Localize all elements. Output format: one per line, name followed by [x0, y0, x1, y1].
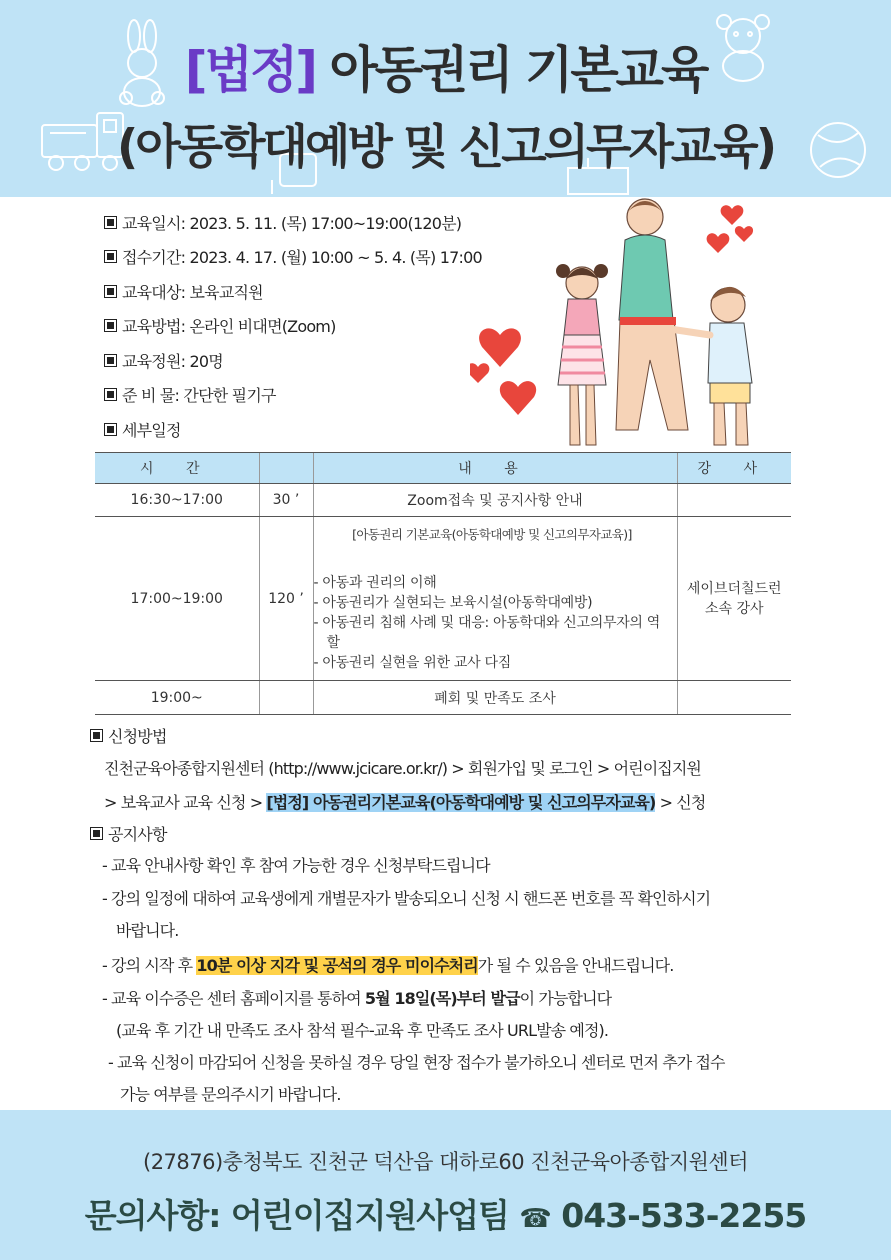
apply-path-suffix: > 신청: [655, 793, 706, 812]
contact-label: 문의사항: 어린이집지원사업팀: [84, 1196, 509, 1235]
table-row: [95, 484, 791, 517]
header-time: 시 간: [95, 453, 259, 484]
info-text: 준 비 물: 간단한 필기구: [122, 386, 276, 406]
phone-icon: ☎: [519, 1204, 551, 1234]
notice-item-4: [102, 986, 611, 1009]
table-header-row: [95, 453, 791, 484]
cell-content: [313, 517, 677, 681]
apply-heading-text: 신청방법: [108, 727, 167, 746]
bullet-square-icon: [104, 354, 117, 367]
family-illustration: [470, 195, 790, 459]
bullet-square-icon: [104, 319, 117, 332]
footer-banner: [0, 1110, 891, 1260]
cell-duration: [259, 681, 313, 715]
bullet-square-icon: [104, 423, 117, 436]
title-main: 아동권리 기본교육: [315, 41, 707, 99]
cell-lecturer: [677, 484, 791, 517]
header-content: 내 용: [313, 453, 677, 484]
apply-heading: [90, 724, 167, 747]
cell-time: 16:30~17:00: [95, 484, 259, 517]
notice-text: - 강의 시작 후: [102, 956, 197, 975]
page-title-line1: [0, 30, 891, 102]
notice-text: 이 가능합니다: [519, 989, 612, 1008]
info-text: 교육일시: 2023. 5. 11. (목) 17:00~19:00(120분): [122, 213, 462, 233]
table-row: [95, 517, 791, 681]
table-row: [95, 681, 791, 715]
bullet-square-icon: [90, 729, 103, 742]
apply-path-prefix: > 보육교사 교육 신청 >: [104, 793, 267, 812]
info-item-schedule: [104, 412, 482, 447]
cell-lecturer: [677, 517, 791, 681]
heart-icon: [707, 233, 730, 253]
cell-time: 17:00~19:00: [95, 517, 259, 681]
title-prefix: [법정]: [184, 41, 316, 99]
schedule-table: [95, 452, 791, 715]
apply-line-1: 진천군육아종합지원센터 (http://www.jcicare.or.kr/) > 회원가입 및 로그인 > 어린이집지원: [104, 759, 701, 778]
cell-content: 폐회 및 만족도 조사: [313, 681, 677, 715]
notice-item-2-cont: 바랍니다.: [116, 921, 179, 940]
bullet-square-icon: [104, 285, 117, 298]
heart-icon: [500, 381, 536, 415]
bullet-square-icon: [104, 388, 117, 401]
info-item-date: [104, 205, 482, 240]
content-item: - 아동권리 실현을 위한 교사 다짐: [313, 654, 511, 671]
cell-time: 19:00~: [95, 681, 259, 715]
notice-bold: 5월 18일(목)부터 발급: [364, 989, 520, 1008]
center-address: (27876)충청북도 진천군 덕산읍 대하로60 진천군육아종합지원센터: [143, 1150, 748, 1174]
notice-item-5: - 교육 신청이 마감되어 신청을 못하실 경우 당일 현장 접수가 불가하오니 센터로 먼저 추가 접수: [108, 1053, 725, 1072]
info-text: 교육정원: 20명: [122, 351, 223, 371]
bullet-square-icon: [104, 250, 117, 263]
notice-item-5-cont: 가능 여부를 문의주시기 바랍니다.: [120, 1085, 341, 1104]
notice-item-4-cont: (교육 후 기간 내 만족도 조사 참석 필수-교육 후 만족도 조사 URL발송 예정).: [116, 1021, 609, 1040]
apply-course-link[interactable]: [법정] 아동권리기본교육(아동학대예방 및 신고의무자교육): [266, 793, 656, 812]
content-title: [아동권리 기본교육(아동학대예방 및 신고의무자교육)]: [352, 526, 632, 542]
info-item-method: [104, 309, 482, 344]
notice-heading-text: 공지사항: [108, 825, 167, 844]
content-item: - 아동과 권리의 이해: [313, 574, 437, 591]
contact-line: [0, 1190, 891, 1237]
bullet-square-icon: [104, 216, 117, 229]
header-lecturer: 강 사: [677, 453, 791, 484]
lecturer-role: 소속 강사: [704, 600, 764, 617]
info-text: 교육방법: 온라인 비대면(Zoom): [122, 317, 336, 337]
info-text: 접수기간: 2023. 4. 17. (월) 10:00 ~ 5. 4. (목) 17:00: [122, 248, 482, 268]
notice-item-3: [102, 953, 673, 976]
cell-duration: 30 ’: [259, 484, 313, 517]
notice-text: 가 될 수 있음을 안내드립니다.: [477, 956, 674, 975]
cell-lecturer: [677, 681, 791, 715]
info-list: [104, 205, 482, 447]
lecturer-org: 세이브더칠드런: [686, 580, 782, 597]
content-item: - 아동권리가 실현되는 보육시설(아동학대예방): [313, 594, 593, 611]
content-item: - 아동권리 침해 사례 및 대응: 아동학대와 신고의무자의 역할: [313, 614, 661, 651]
info-item-registration: [104, 240, 482, 275]
info-text: 세부일정: [122, 420, 181, 440]
bullet-square-icon: [90, 827, 103, 840]
heart-icon: [479, 328, 521, 367]
notice-text: - 교육 이수증은 센터 홈페이지를 통하여: [102, 989, 365, 1008]
cell-duration: 120 ’: [259, 517, 313, 681]
cell-content: Zoom접속 및 공지사항 안내: [313, 484, 677, 517]
phone-number[interactable]: 043-533-2255: [561, 1196, 807, 1235]
heart-icon: [735, 226, 753, 242]
info-text: 교육대상: 보육교직원: [122, 282, 263, 302]
info-item-supplies: [104, 378, 482, 413]
page-title-line2: (아동학대예방 및 신고의무자교육): [116, 120, 775, 175]
apply-line-2: [104, 790, 705, 813]
info-item-capacity: [104, 343, 482, 378]
notice-item-1: - 교육 안내사항 확인 후 참여 가능한 경우 신청부탁드립니다: [102, 856, 490, 875]
notice-heading: [90, 822, 167, 845]
info-item-target: [104, 274, 482, 309]
heart-icon: [721, 205, 744, 225]
notice-item-2: - 강의 일정에 대하여 교육생에게 개별문자가 발송되오니 신청 시 핸드폰 번호를 꼭 확인하시기: [102, 889, 711, 908]
header-duration: [259, 453, 313, 484]
notice-highlight: 10분 이상 지각 및 공석의 경우 미이수처리: [196, 956, 478, 975]
heart-icon: [470, 363, 489, 383]
